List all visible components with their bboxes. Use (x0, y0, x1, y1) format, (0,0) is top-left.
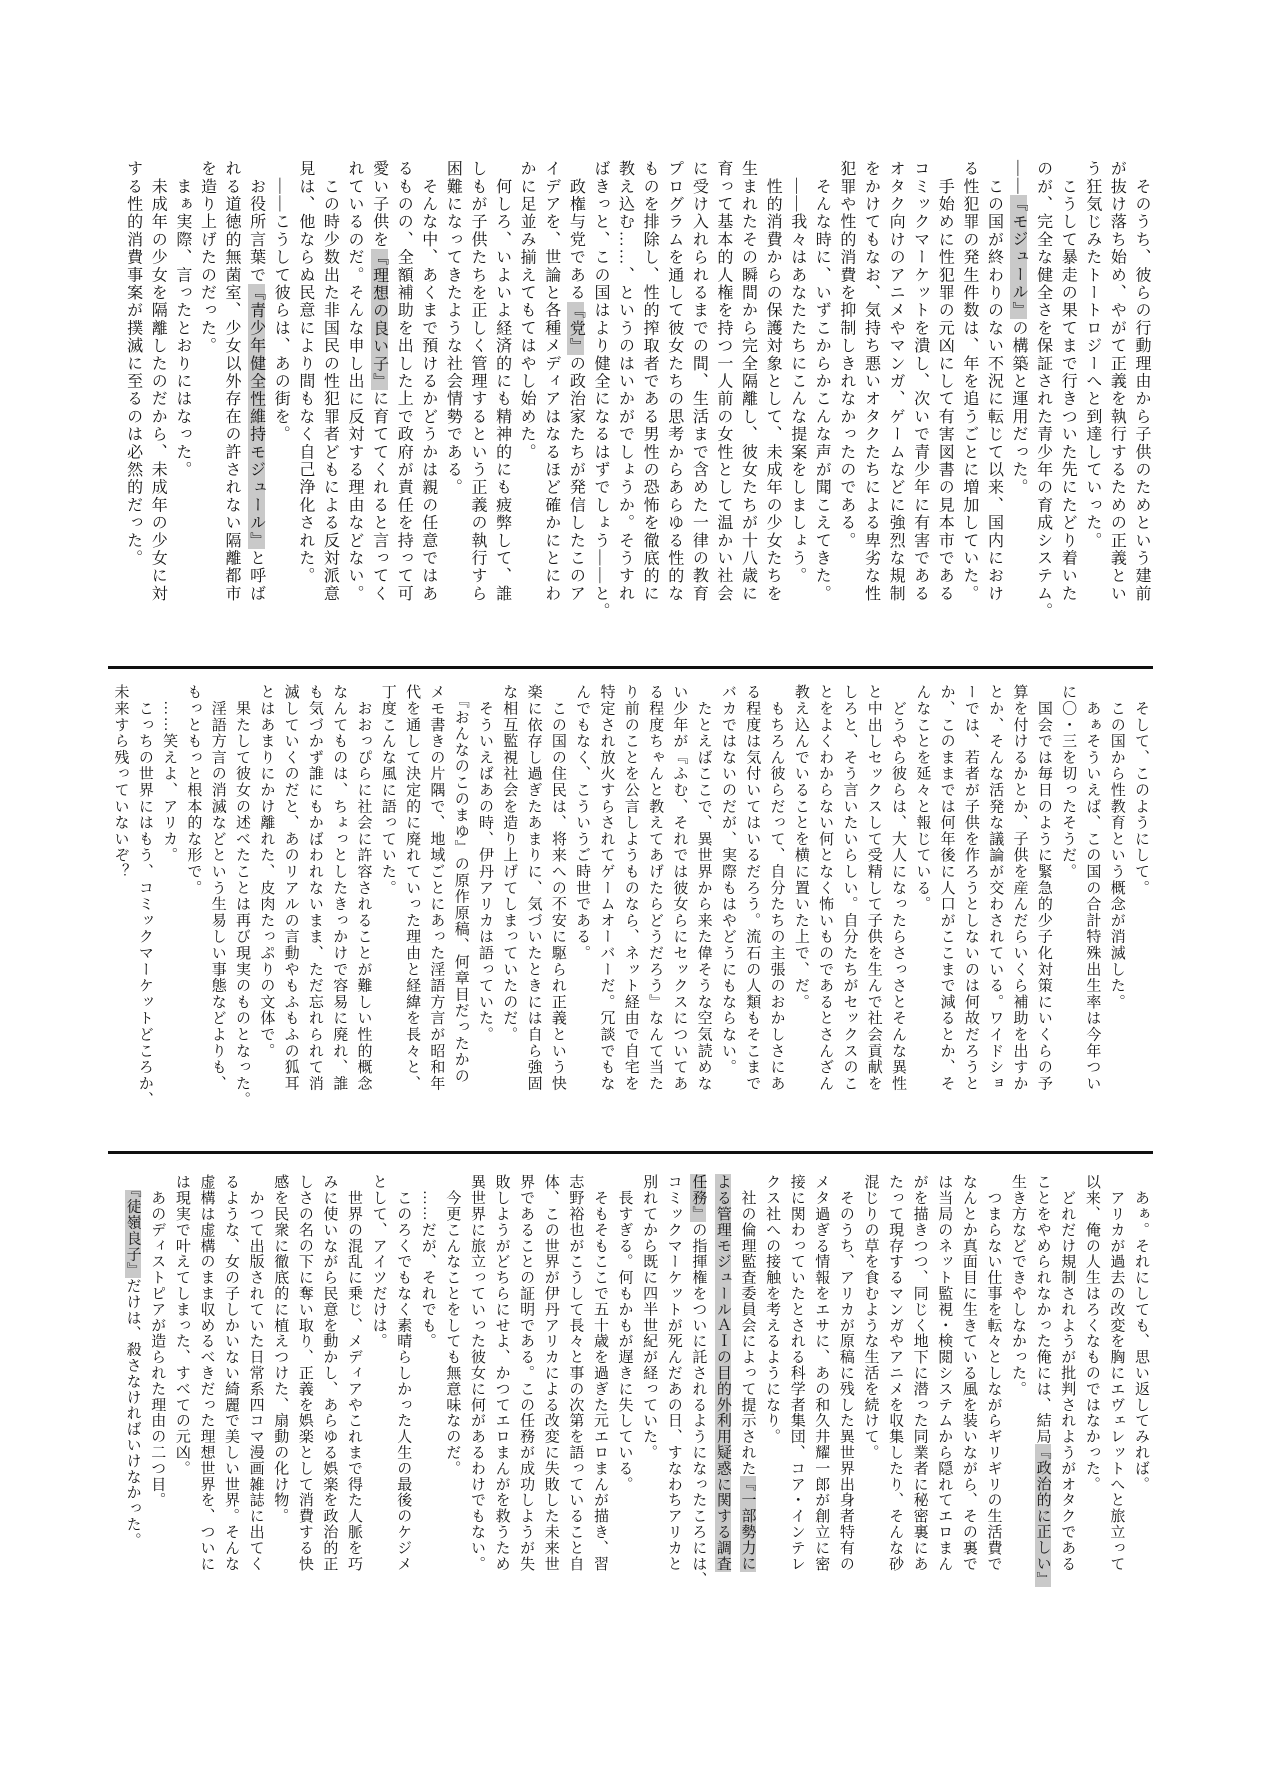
text-run: あのディストピアが造られた理由の二つ目。 (149, 1174, 166, 1508)
text-line (1080, 684, 1104, 1108)
text-line (145, 160, 170, 620)
highlighted-term: 任務』 (690, 1174, 707, 1222)
text-line (587, 160, 612, 620)
text-run: 別れてから既に四半世紀が経っていた。 (641, 1174, 658, 1461)
text-line (934, 684, 958, 1108)
text-line (292, 160, 317, 620)
text-line (691, 684, 715, 1108)
text-run: そして、このようにして。 (1133, 684, 1149, 896)
text-line (710, 1174, 735, 1588)
text-line (882, 160, 907, 620)
text-run: れているのだ。そんな申し出に反対する理由などない。 (346, 160, 363, 603)
text-line (292, 1174, 317, 1588)
text-run: 混じりの草を食むような生活を続けて。 (862, 1174, 879, 1461)
text-line (440, 160, 465, 620)
text-line (910, 684, 934, 1108)
text-run: コミックマーケットが死んだあの日、すなわちアリカと (665, 1174, 682, 1572)
text-run (125, 1174, 141, 1190)
text-run: 敗しようがどちらにせよ、かつてエロまんがを救うため (493, 1174, 510, 1572)
text-run: ……笑えよ、アリカ。 (161, 684, 178, 864)
text-line (538, 160, 563, 620)
text-line (120, 1174, 145, 1588)
text-line (959, 684, 983, 1108)
text-line (133, 684, 157, 1108)
section-divider (108, 666, 1153, 669)
text-line (740, 684, 764, 1108)
text-line (391, 1174, 416, 1588)
text-run: 算を付けるかとか、子供を産んだらいくら補助を出すか (1011, 684, 1028, 1092)
text-block-middle (108, 684, 1153, 1108)
text-line (764, 684, 788, 1108)
text-line (243, 160, 268, 620)
text-line (303, 684, 327, 1108)
text-run: そのうち、彼らの行動理由から子供のためという建前 (1133, 160, 1150, 603)
highlighted-term: 『政治的に正しい』 (1034, 1444, 1051, 1588)
text-run: 丁度こんな風に語っていた。 (379, 684, 396, 896)
text-run: プログラムを通して彼女たちの思考からあらゆる性的な (665, 160, 683, 603)
text-run: そんな時に、いずこからかこんな声が聞こえてきた。 (813, 160, 831, 603)
text-line (594, 684, 618, 1108)
text-run: んなことを延々と報じている。 (914, 684, 931, 913)
text-line (981, 1174, 1006, 1588)
text-run: たって現存するマンガやアニメを収集したり、そんな砂 (887, 1174, 904, 1572)
text-run: こうして暴走の果てまで行きついた先にたどり着いた (1059, 160, 1077, 603)
text-line (1007, 684, 1031, 1108)
text-line (145, 1174, 170, 1588)
text-run: と呼ば (247, 549, 265, 603)
text-run: ばきっと、この国はより健全になるはずでしょう――と。 (591, 160, 609, 621)
text-line (809, 1174, 834, 1588)
text-line (205, 684, 229, 1108)
text-line (813, 684, 837, 1108)
text-run: 志野裕也がこうして長々と事の次第を語っていること自 (567, 1174, 584, 1572)
text-line (514, 1174, 539, 1588)
text-run: 手始めに性犯罪の元凶にして有害図書の見本市である (936, 160, 954, 603)
text-line (618, 684, 642, 1108)
text-line (415, 1174, 440, 1588)
text-run: 接に関わっていたとされる科学者集団、コア・インテレ (788, 1174, 805, 1572)
text-run: に〇・三を切ったそうだ。 (1060, 684, 1077, 880)
text-line (983, 684, 1007, 1108)
text-run: とはあまりにかけ離れた、皮肉たっぷりの文体で。 (258, 684, 275, 1059)
text-run: なんてものは、ちょっとしたきっかけで容易に廃れ、誰 (331, 684, 348, 1092)
text-line (956, 1174, 981, 1588)
text-run: アリカが過去の改変を胸にエヴェレットへと旅立って (1108, 1174, 1125, 1572)
text-line (489, 1174, 514, 1588)
text-run: このろくでもなく素晴らしかった人生の最後のケジメ (395, 1174, 412, 1572)
text-run: ものを排除し、性的搾取者である男性の恐怖を徹底的に (641, 160, 659, 603)
text-line (317, 1174, 342, 1588)
text-line (464, 1174, 489, 1588)
text-run: お役所言葉で (247, 160, 265, 284)
text-line (760, 160, 785, 620)
text-run: 生まれたその瞬間から完全隔離し、彼女たちが十八歳に (739, 160, 757, 603)
text-run: どれだけ規制されようが批判されようがオタクである (1059, 1174, 1076, 1572)
text-line (230, 684, 254, 1108)
text-line (521, 684, 545, 1108)
text-run: そもそもここで五十歳を過ぎた元エロまんが描き、習 (591, 1174, 608, 1572)
text-run: に受け入れられるまでの間、生活まで含めた一律の教育 (690, 160, 708, 603)
text-run: しもが子供たちを正しく管理するという正義の執行すら (468, 160, 486, 603)
text-line (1030, 160, 1055, 620)
text-run: るものの、全額補助を出した上で政府が責任を持って可 (395, 160, 413, 603)
text-line (637, 1174, 662, 1588)
text-line (218, 1174, 243, 1588)
text-line (194, 1174, 219, 1588)
text-run: かに足並み揃えてもてはやし始めた。 (518, 160, 536, 461)
text-run: みに使いながら民意を動かし、あらゆる娯楽を政治的正 (321, 1174, 338, 1572)
text-run: れる道徳的無菌室、少女以外存在の許されない隔離都市 (223, 160, 241, 603)
text-line (317, 160, 342, 620)
text-run: とか、そんな活発な議論が交わされている。ワイドショ (987, 684, 1004, 1092)
text-line (157, 684, 181, 1108)
text-line (366, 160, 391, 620)
text-line (784, 160, 809, 620)
text-line (489, 160, 514, 620)
text-line (716, 684, 740, 1108)
highlighted-term: 『一部勢力に (739, 1476, 756, 1572)
text-line (789, 684, 813, 1108)
text-line (268, 160, 293, 620)
text-line (760, 1174, 785, 1588)
text-line (351, 684, 375, 1108)
text-line (1104, 684, 1128, 1108)
text-run: ―― (1010, 160, 1028, 196)
text-line (464, 160, 489, 620)
text-line (612, 160, 637, 620)
text-run: 楽に依存し過ぎたあまりに、気づいたときには自ら強固 (525, 684, 542, 1092)
text-run: ――我々はあなたたちにこんな提案をしましょう。 (788, 160, 806, 585)
text-line (643, 684, 667, 1108)
text-line (1005, 160, 1030, 620)
text-line (169, 160, 194, 620)
text-line (391, 160, 416, 620)
text-run: は当局のネット監視・検閲システムから隠れてエロまん (936, 1174, 953, 1572)
text-line (1079, 160, 1104, 620)
text-line (181, 684, 205, 1108)
text-run: しさの名の下に奪い取り、正義を娯楽として消費する快 (296, 1174, 313, 1572)
text-run: ーでは、若者が子供を作ろうとしないのは何故だろうと (962, 684, 979, 1092)
text-run: として、アイツだけは。 (370, 1174, 387, 1349)
text-line (473, 684, 497, 1108)
text-run: の構築と運用だった。 (1010, 319, 1028, 497)
text-run: 以来、俺の人生はろくなものではなかった。 (1083, 1174, 1100, 1492)
text-run: もちろん彼らだって、自分たちの主張のおかしさにあ (768, 684, 785, 1092)
text-line (858, 1174, 883, 1588)
text-run: こっちの世界にはもう、コミックマーケットどころか、 (136, 684, 153, 1108)
text-line (1055, 1174, 1080, 1588)
highlighted-term: よる管理モジュールＡＩの目的外利用疑惑に関する調査 (714, 1174, 731, 1572)
highlighted-term: 『モジュール』 (1010, 195, 1028, 320)
highlighted-term: 『理想の良い子』 (370, 248, 388, 391)
text-line (120, 160, 145, 620)
text-run: する性的消費事案が撲滅に至るのは必然的だった。 (124, 160, 142, 568)
text-run: 犯罪や性的消費を抑制しきれなかったのである。 (837, 160, 855, 550)
text-line (415, 160, 440, 620)
text-line (366, 1174, 391, 1588)
highlighted-term: 『青少年健全性維持モジュール』 (247, 283, 265, 550)
text-run: 性的消費からの保護対象として、未成年の少女たちを (764, 160, 782, 603)
text-run: 淫語方言の消滅などという生易しい事態などよりも、 (209, 684, 226, 1092)
text-run: 困難になってきたような社会情勢である。 (444, 160, 462, 497)
highlighted-term: 『徒嶺良子』 (124, 1189, 141, 1278)
section-divider (108, 1151, 1153, 1154)
text-run: そのうち、アリカが原稿に残した異世界出身者特有の (837, 1174, 854, 1572)
text-line (194, 160, 219, 620)
text-run: い少年が『ふむ、それでは彼女らにセックスについてあ (671, 684, 688, 1092)
text-line (809, 160, 834, 620)
text-run: 教え込む……、というのはいかがでしょうか。そうすれ (616, 160, 634, 603)
text-line (440, 1174, 465, 1588)
text-run: あぁ。それにしても、思い返してみれば。 (1133, 1174, 1149, 1492)
text-run: この国から性教育という概念が消滅した。 (1108, 684, 1125, 1010)
text-run: をかけてもなお、気持ち悪いオタクたちによる卑劣な性 (862, 160, 880, 603)
text-run: なんとか真面目に生きている風を装いながら、その裏で (960, 1174, 977, 1572)
text-run: この国の住民は、将来への不安に駆られ正義という快 (549, 684, 566, 1092)
text-run: 特定され放火すらされてゲームオーバーだ。冗談でもな (598, 684, 615, 1092)
text-run: 果たして彼女の述べたことは再び現実のものとなった。 (234, 684, 251, 1108)
text-block-bottom (120, 1174, 1153, 1588)
text-line (424, 684, 448, 1108)
text-line (1030, 1174, 1055, 1588)
text-line (637, 160, 662, 620)
text-run: は現実で叶えてしまった、すべての元凶。 (173, 1174, 190, 1477)
text-line (981, 160, 1006, 620)
text-run: あぁそういえば、この国の合計特殊出生率は今年つい (1084, 684, 1101, 1092)
text-line (907, 1174, 932, 1588)
text-run: 国会では毎日のように緊急的少子化対策にいくらの予 (1035, 684, 1052, 1092)
text-run: この時少数出た非国民の性犯罪者どもによる反対派意 (321, 160, 339, 603)
text-run: ことをやめられなかった俺には、結局 (1034, 1174, 1051, 1445)
text-block-top (120, 160, 1153, 620)
text-run: の政治家たちが発信したこのア (567, 354, 585, 603)
text-run: る程度ちゃんと教えてあげたらどうだろう』なんて当た (647, 684, 664, 1092)
text-line (1079, 1174, 1104, 1588)
text-line (833, 160, 858, 620)
text-run: この国が終わりのない不況に転じて以来、国内におけ (985, 160, 1003, 603)
text-line (735, 1174, 760, 1588)
text-run: 育って基本的人権を持つ一人前の女性として温かい社会 (714, 160, 732, 603)
text-line (169, 1174, 194, 1588)
text-run: 体、この世界が伊丹アリカによる改変に失敗した未来世 (542, 1174, 559, 1572)
text-run: だけは、殺さなければいけなかった。 (124, 1277, 141, 1549)
text-line (254, 684, 278, 1108)
text-line (661, 1174, 686, 1588)
text-line (882, 1174, 907, 1588)
text-run: を造り上げたのだった。 (198, 160, 216, 355)
highlighted-term: 『党』 (567, 301, 585, 355)
text-run: メタ過ぎる情報をエサに、あの和久井耀一郎が創立に密 (813, 1174, 830, 1572)
text-line (932, 1174, 957, 1588)
text-line (956, 160, 981, 620)
text-run: どうやら彼らは、大人になったらさっさとそんな異性 (890, 684, 907, 1092)
text-run: と中出しセックスして受精して子供を生んで社会貢献を (865, 684, 882, 1092)
text-run: 未成年の少女を隔離したのだから、未成年の少女に対 (149, 160, 167, 603)
text-run: 異世界に旅立っていった彼女に何があるわけでもない。 (468, 1174, 485, 1572)
text-run: メモ書きの片隅で、地域ごとにあった淫語方言が昭和年 (428, 684, 445, 1092)
text-run: イデアを、世論と各種メディアはなるほど確かにとにわ (542, 160, 560, 603)
text-line (612, 1174, 637, 1588)
text-line (858, 160, 883, 620)
text-line (327, 684, 351, 1108)
text-run: な相互監視社会を造り上げてしまっていたのだ。 (501, 684, 518, 1043)
text-line (932, 160, 957, 620)
text-run: う狂気じみたトートロジーへと到達していった。 (1083, 160, 1101, 550)
text-run: も気づかず誰にもかばわれないまま、ただ忘れられて消 (306, 684, 323, 1092)
text-run: しろと、そう言いたいらしい。自分たちがセックスのこ (841, 684, 858, 1092)
text-run: 何しろ、いよいよ経済的にも精神的にも疲弊して、誰 (493, 160, 511, 603)
text-line (268, 1174, 293, 1588)
text-run: か、このままでは何年後に人口がここまで減るとか、そ (938, 684, 955, 1092)
text-line (886, 684, 910, 1108)
text-run: もっともっと根本的な形で。 (185, 684, 202, 896)
text-line (1128, 160, 1153, 620)
text-line (341, 160, 366, 620)
text-run: る性犯罪の発生件数は、年を追うごとに増加していた。 (960, 160, 978, 603)
text-run: 今更こんなことをしても無意味なのだ。 (444, 1174, 461, 1477)
text-run: 『おんなのこのまゆ』の原作原稿、何章目だったかの (452, 684, 469, 1084)
text-run: とをよくわからない何となく怖いものであるとさんざん (817, 684, 834, 1092)
text-run: ……だが、それでも。 (419, 1174, 436, 1349)
text-line (1128, 1174, 1153, 1588)
text-run: る程度は気付いてはいるだろう。流石の人類もそこまで (744, 684, 761, 1092)
text-line (108, 684, 132, 1108)
text-run: 感を民衆に徹底的に植えつけた、扇動の化け物。 (272, 1174, 289, 1524)
text-line (784, 1174, 809, 1588)
text-line (1104, 1174, 1129, 1588)
text-line (1055, 160, 1080, 620)
text-line (833, 1174, 858, 1588)
text-run: のが、完全な健全さを保証された青少年の育成システム。 (1034, 160, 1052, 621)
text-line (400, 684, 424, 1108)
text-run: たとえばここで、異世界から来た偉そうな空気読めな (695, 684, 712, 1092)
text-run: んでもなく、こういうご時世である。 (574, 684, 591, 962)
text-run: 界であることの証明である。この任務が成功しようが失 (518, 1174, 535, 1572)
text-run: オタク向けのアニメやマンガ、ゲームなどに強烈な規制 (887, 160, 905, 603)
text-run: 虚構は虚構のまま収めるべきだった理想世界を、ついに (198, 1174, 215, 1572)
text-run: コミックマーケットを潰し、次いで青少年に有害である (911, 160, 929, 603)
text-run: そういえばあの時、伊丹アリカは語っていた。 (476, 684, 493, 1043)
text-run: がを描きつつ、同じく地下に潜った同業者に秘密裏にあ (911, 1174, 928, 1572)
text-run: つまらない仕事を転々としながらギリギリの生活費で (985, 1174, 1002, 1572)
text-run: 代を通して決定的に廃れていった理由と経緯を長々と、 (404, 684, 421, 1092)
text-line (1129, 684, 1153, 1108)
text-run: かつて出版されていた日常系四コマ漫画雑誌に出てく (247, 1174, 264, 1572)
text-line (1104, 160, 1129, 620)
text-line (837, 684, 861, 1108)
text-run: 未来すら残っていないぞ？ (112, 684, 129, 880)
text-run: の指揮権をついに託されるようになったころには、 (690, 1221, 707, 1588)
text-line (514, 160, 539, 620)
text-line (1032, 684, 1056, 1108)
text-run: 滅していくのだと、あのリアルの言動やもふもふの狐耳 (282, 684, 299, 1092)
text-line (497, 684, 521, 1108)
text-run: 世界の混乱に乗じ、メディアやこれまで得た人脈を巧 (346, 1174, 362, 1572)
text-line (661, 160, 686, 620)
text-line (538, 1174, 563, 1588)
text-run: 社の倫理監査委員会によって提示された (739, 1174, 756, 1477)
text-line (341, 1174, 366, 1588)
text-run: 愛い子供を (370, 160, 388, 249)
text-line (563, 1174, 588, 1588)
text-run: ――こうして彼らは、あの街を。 (272, 160, 290, 444)
text-line (1005, 1174, 1030, 1588)
text-run: 教え込んでいることを横に置いた上で、だ。 (792, 684, 809, 1010)
text-run: 生き方などできやしなかった。 (1010, 1174, 1027, 1397)
text-run: まぁ実際、言ったとおりにはなった。 (173, 160, 191, 479)
text-run: おおっぴらに社会に許容されることが難しい性的概念 (355, 684, 372, 1092)
text-line (1056, 684, 1080, 1108)
text-run: 長すぎる。何もかもが遅きに失している。 (616, 1174, 633, 1492)
text-run: るような、女の子しかいない綺麗で美しい世界。そんな (223, 1174, 240, 1572)
text-line (686, 1174, 711, 1588)
text-line (278, 684, 302, 1108)
text-line (667, 684, 691, 1108)
text-line (735, 160, 760, 620)
text-line (218, 160, 243, 620)
text-line (686, 160, 711, 620)
text-line (907, 160, 932, 620)
text-line (710, 160, 735, 620)
text-run: 見は、他ならぬ民意により間もなく自己浄化された。 (296, 160, 314, 585)
text-run: 政権与党である (567, 160, 585, 302)
text-line (448, 684, 472, 1108)
text-run: に育ててくれると言ってく (370, 390, 388, 603)
text-line (546, 684, 570, 1108)
text-run: が抜け落ち始め、やがて正義を執行するための正義とい (1108, 160, 1126, 603)
text-line (563, 160, 588, 620)
text-run: そんな中、あくまで預けるかどうかは親の任意ではあ (419, 160, 437, 603)
text-line (376, 684, 400, 1108)
text-run: り前のことを公言しようものなら、ネット経由で自宅を (622, 684, 639, 1092)
text-run: クス社への接触を考えるようになり。 (764, 1174, 781, 1445)
text-run: バカではないのだが、実際もはやどうにもならない。 (719, 684, 736, 1076)
text-line (861, 684, 885, 1108)
text-line (570, 684, 594, 1108)
text-line (243, 1174, 268, 1588)
text-line (587, 1174, 612, 1588)
